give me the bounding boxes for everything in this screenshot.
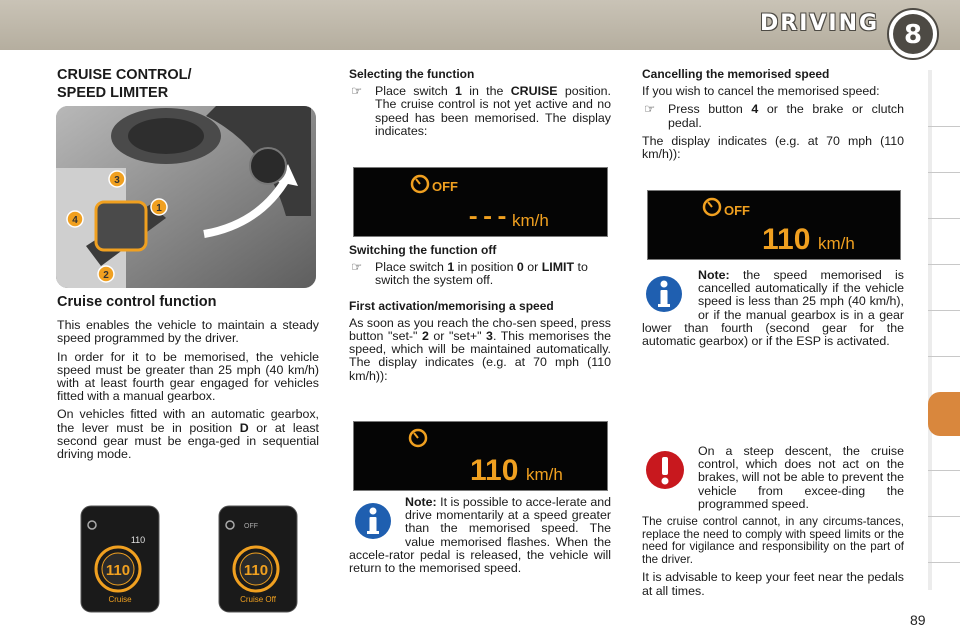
subheading-switching-off: Switching the function off <box>349 243 497 257</box>
paragraph: In order for it to be memorised, the vehicle speed must be greater than 25 mph (40 km/h) with at least fourth gear engaged for vehicles fitted with a manual gearbox. <box>57 349 319 404</box>
display-not-active <box>353 167 608 237</box>
tab-divider <box>928 126 960 127</box>
callout-1: 1 <box>156 203 162 214</box>
display-speed: 110 <box>762 223 811 256</box>
svg-text:OFF: OFF <box>244 523 258 530</box>
display-status: OFF <box>432 179 458 194</box>
svg-text:110: 110 <box>130 535 146 545</box>
tab-divider <box>928 264 960 265</box>
instrument-cluster-cruise <box>80 505 160 613</box>
page-title-line1: CRUISE CONTROL/ <box>57 67 192 83</box>
paragraph: The display indicates (e.g. at 70 mph (110 km/h)): <box>642 133 904 162</box>
cluster-speed: 110 <box>243 562 269 579</box>
cluster-speed: 110 <box>105 562 131 579</box>
display-unit: km/h <box>512 211 549 230</box>
chapter-number-badge <box>880 6 946 62</box>
paragraph: This enables the vehicle to maintain a steady speed programmed by the driver. <box>57 318 319 346</box>
cluster-label: Cruise <box>108 595 132 604</box>
subheading-first-activation: First activation/memorising a speed <box>349 298 554 313</box>
tab-divider <box>928 356 960 357</box>
pointing-hand-icon: ☞ <box>351 260 363 275</box>
display-memorised <box>353 421 608 491</box>
note-label: Note: <box>698 268 730 282</box>
tab-divider <box>928 172 960 173</box>
callout-2: 2 <box>103 270 109 281</box>
cruise-function-section <box>57 296 319 466</box>
paragraph: If you wish to cancel the memorised speed: <box>642 84 880 99</box>
display-unit: km/h <box>818 234 855 253</box>
note-overspeed: Note: It is possible to acce-lerate and drive momentarily at a speed greater than the memorised speed. The value memorised flashes. When the accele-rator pedal is released, the vehicle will return to the memorised speed. <box>349 495 611 576</box>
chapter-tabs <box>928 70 960 590</box>
page-number: 89 <box>910 612 926 628</box>
tab-divider <box>928 516 960 517</box>
paragraph: The cruise control cannot, in any circums-tances, replace the need to comply with speed limits or the need for vigilance and responsibility on the part of the driver. <box>642 515 904 566</box>
paragraph: It is advisable to keep your feet near the pedals at all times. <box>642 570 904 598</box>
stalk-illustration <box>56 106 316 288</box>
callout-3: 3 <box>114 175 120 186</box>
bullet-item: ☞ Press button 4 or the brake or clutch pedal. <box>644 102 904 130</box>
subheading-selecting: Selecting the function <box>349 67 475 81</box>
display-cancelled <box>647 190 901 260</box>
bullet-item: ☞ Place switch 1 in the CRUISE position. The cruise control is not yet active and no speed has been memorised. The display indicates: <box>351 84 611 138</box>
paragraph: On vehicles fitted with an automatic gearbox, the lever must be in position D or at least second gear must be enga-ged in sequential driving mode. <box>57 407 319 462</box>
subheading-cancelling: Cancelling the memorised speed <box>642 67 830 81</box>
page-title-line2: SPEED LIMITER <box>57 85 169 101</box>
display-status: OFF <box>724 203 750 218</box>
section-title: Cruise control function <box>57 294 217 310</box>
warning-text: On a steep descent, the cruise control, which does not act on the brakes, will not be able to prevent the vehicle from excee-ding the programmed speed. <box>698 444 904 511</box>
cluster-label: Cruise Off <box>240 595 276 604</box>
tab-divider <box>928 218 960 219</box>
pointing-hand-icon: ☞ <box>351 84 363 99</box>
column-right <box>642 68 904 166</box>
pointing-hand-icon: ☞ <box>644 102 656 117</box>
column-middle <box>349 68 611 143</box>
display-unit: km/h <box>526 465 563 484</box>
column-left <box>57 66 319 102</box>
warning-block <box>642 445 904 598</box>
chapter-title: DRIVING <box>760 11 880 36</box>
tab-divider <box>928 562 960 563</box>
steering-stalk-photo <box>56 106 316 288</box>
paragraph: As soon as you reach the cho-sen speed, press button "set-" 2 or "set+" 3. This memorises the speed, which will be maintained automatically. The display indicates (e.g. at 70 mph (110 km/h)): <box>349 315 611 383</box>
display-speed: --- <box>466 205 510 232</box>
instrument-cluster-cruise-off <box>218 505 298 613</box>
switching-off-section <box>349 244 611 388</box>
bullet-item: ☞ Place switch 1 in position 0 or LIMIT to switch the system off. <box>351 260 588 288</box>
chapter-number: 8 <box>903 20 923 50</box>
note-label: Note: <box>405 495 437 509</box>
callout-4: 4 <box>72 215 78 226</box>
note-auto-cancel: Note: the speed memorised is cancelled automatically if the vehicle speed is less than 25 mph (40 km/h), or if the manual gearbox is in a gear lower than fourth (second gear for the automatic gearbox) or if the ESP is activated. <box>642 268 904 349</box>
page-header <box>0 0 960 50</box>
tab-divider <box>928 310 960 311</box>
tab-divider <box>928 470 960 471</box>
tab-driving-active[interactable] <box>928 392 960 436</box>
display-speed: 110 <box>470 454 519 487</box>
